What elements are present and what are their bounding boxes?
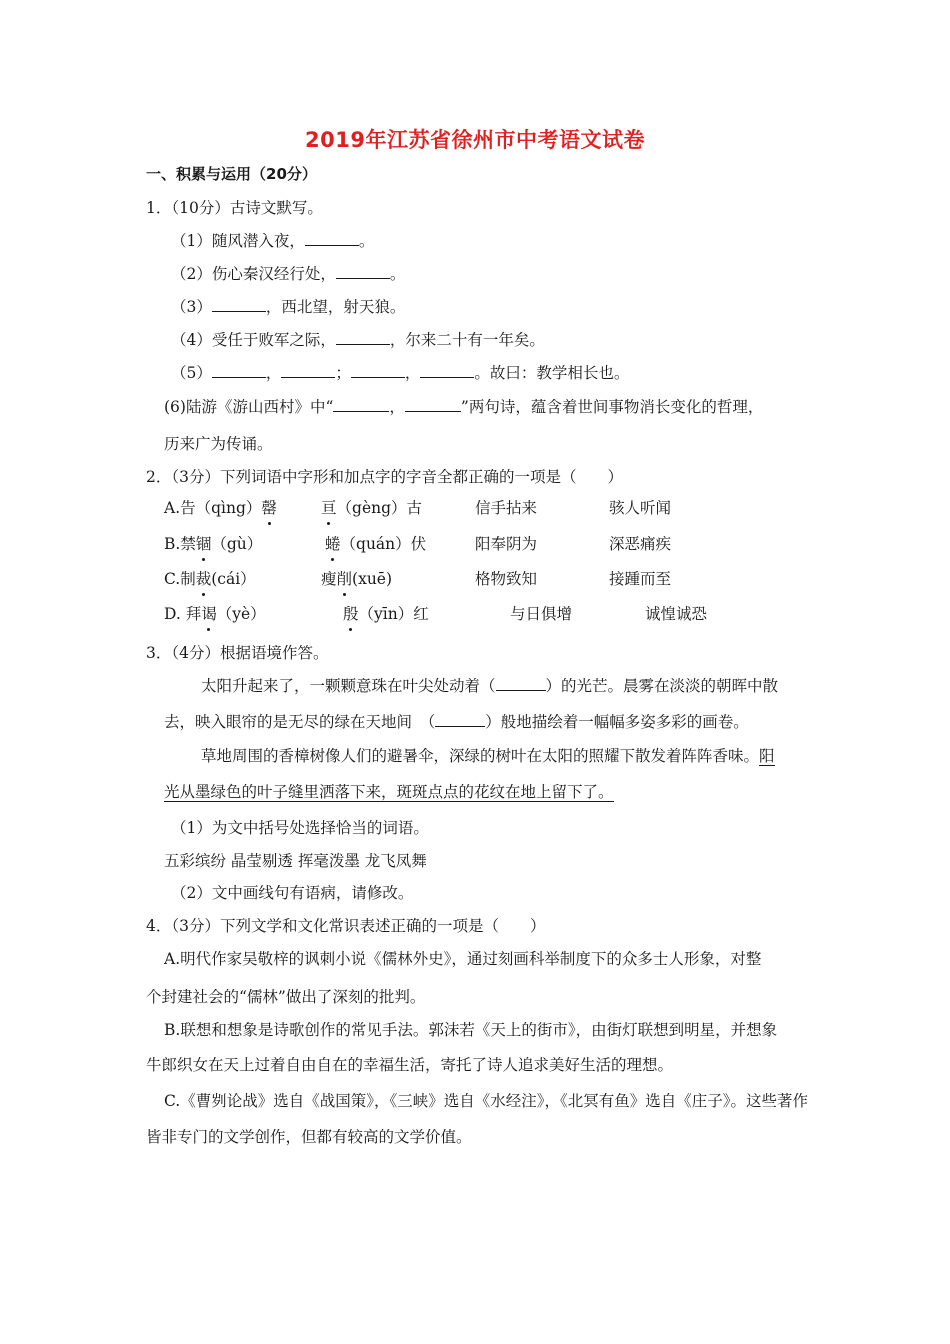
question-1-head: 1．（10分）古诗文默写。	[146, 199, 323, 217]
word-options: 五彩缤纷 晶莹剔透 挥毫泼墨 龙飞凤舞	[164, 852, 427, 870]
option-b-line-1: B.联想和想象是诗歌创作的常见手法。郭沫若《天上的街市》，由街灯联想到明星，并想象	[164, 1021, 778, 1039]
question-1-item-6-cont: 历来广为传诵。	[164, 435, 273, 453]
question-2-head: 2．（3分）下列词语中字形和加点字的字音全都正确的一项是（ ）	[146, 468, 623, 486]
passage-line-1: 太阳升起来了，一颗颗意珠在叶尖处动着（ ）的光芒。晨雾在淡淡的朝晖中散	[201, 677, 779, 695]
section-heading: 一、积累与运用（20分）	[146, 165, 317, 183]
option-c-word-2: 瘦削(xuē)	[321, 570, 393, 588]
question-1-item-2: （2）伤心秦汉经行处， 。	[171, 265, 406, 283]
question-1-item-6: (6)陆游《游山西村》中“ ， ”两句诗，蕴含着世间事物消长变化的哲理，	[164, 398, 764, 416]
option-c-word-3: 格物致知	[475, 570, 538, 588]
option-c-line-1: C.《曹刿论战》选自《战国策》，《三峡》选自《水经注》，《北冥有鱼》选自《庄子》。这些著作	[164, 1092, 808, 1110]
underlined-sentence: 光从墨绿色的叶子缝里洒落下来，斑斑点点的花纹在地上留下了。	[164, 783, 614, 801]
answer-blank[interactable]	[212, 363, 266, 378]
option-b-line-2: 牛郎织女在天上过着自由自在的幸福生活，寄托了诗人追求美好生活的理想。	[146, 1056, 674, 1074]
option-a-word-3: 信手拈来	[475, 499, 538, 517]
answer-blank[interactable]	[281, 363, 335, 378]
page-title: 2019年江苏省徐州市中考语文试卷	[305, 128, 645, 152]
question-3-head: 3．（4分）根据语境作答。	[146, 644, 329, 662]
option-d-word-3: 与日俱增	[510, 605, 573, 623]
option-c-line-2: 皆非专门的文学创作，但都有较高的文学价值。	[146, 1128, 472, 1146]
question-1-item-5: （5） ， ； ， 。故曰：教学相长也。	[171, 364, 630, 382]
answer-blank[interactable]	[212, 297, 266, 312]
answer-blank[interactable]	[435, 712, 485, 727]
passage-line-3: 草地周围的香樟树像人们的避暑伞，深绿的树叶在太阳的照耀下散发着阵阵香味。阳	[201, 747, 775, 765]
answer-blank[interactable]	[405, 397, 461, 412]
answer-blank[interactable]	[496, 676, 546, 691]
question-3-sub-2: （2）文中画线句有语病，请修改。	[171, 884, 414, 902]
option-a-line-2: 个封建社会的“儒林”做出了深刻的批判。	[146, 988, 426, 1006]
option-a-word-1: A.告（qìng）罄	[164, 499, 277, 517]
answer-blank[interactable]	[336, 330, 390, 345]
option-d-word-1: D. 拜谒（yè）	[164, 605, 266, 623]
answer-blank[interactable]	[420, 363, 474, 378]
option-b-word-4: 深恶痛疾	[609, 535, 672, 553]
question-3-sub-1: （1）为文中括号处选择恰当的词语。	[171, 819, 429, 837]
option-a-word-2: 亘（gèng）古	[321, 499, 423, 517]
option-c-word-4: 接踵而至	[609, 570, 672, 588]
option-b-word-1: B.禁锢（gù）	[164, 535, 263, 553]
question-4-head: 4．（3分）下列文学和文化常识表述正确的一项是（ ）	[146, 917, 546, 935]
option-a-word-4: 骇人听闻	[609, 499, 672, 517]
answer-blank[interactable]	[351, 363, 405, 378]
answer-blank[interactable]	[305, 231, 359, 246]
answer-blank[interactable]	[336, 264, 390, 279]
question-1-item-1: （1）随风潜入夜， 。	[171, 232, 375, 250]
answer-blank[interactable]	[333, 397, 389, 412]
option-a-line-1: A.明代作家吴敬梓的讽刺小说《儒林外史》，通过刻画科举制度下的众多士人形象，对整	[164, 950, 762, 968]
question-1-item-3: （3） ，西北望，射天狼。	[171, 298, 406, 316]
option-d-word-2: 殷（yīn）红	[343, 605, 429, 623]
option-b-word-2: 蜷（quán）伏	[325, 535, 427, 553]
question-1-item-4: （4）受任于败军之际， ，尔来二十有一年矣。	[171, 331, 545, 349]
option-d-word-4: 诚惶诚恐	[645, 605, 708, 623]
option-b-word-3: 阳奉阴为	[475, 535, 538, 553]
option-c-word-1: C.制裁(cái）	[164, 570, 256, 588]
passage-line-2: 去，映入眼帘的是无尽的绿在天地间 （ ）般地描绘着一幅幅多姿多彩的画卷。	[164, 713, 749, 731]
